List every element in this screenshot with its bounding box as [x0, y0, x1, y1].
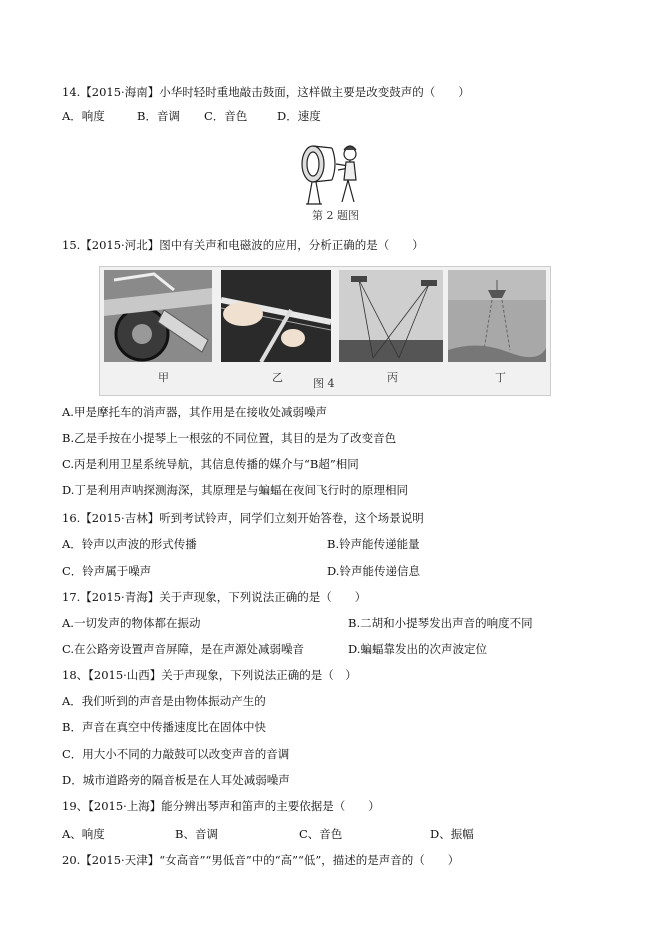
q19-option-d: D、振幅 — [430, 827, 474, 841]
q14-option-a: A．响度 — [62, 109, 105, 123]
satellite-navigation-image — [339, 270, 443, 362]
q14-option-b: B．音调 — [137, 109, 180, 123]
q15-option-b: B.乙是手按在小提琴上一根弦的不同位置，其目的是为了改变音色 — [62, 431, 397, 445]
q18-option-d: D．城市道路旁的隔音板是在人耳处减弱噪声 — [62, 773, 290, 787]
q14-figure-caption: 第 2 题图 — [312, 209, 359, 222]
q19-option-b: B、音调 — [175, 827, 218, 841]
q16-option-c: C．铃声属于噪声 — [62, 564, 152, 578]
q17-stem: 17.【2015·青海】关于声现象，下列说法正确的是（ ） — [62, 590, 367, 604]
q14-stem: 14.【2015·海南】小华时轻时重地敲击鼓面，这样做主要是改变鼓声的（ ） — [62, 85, 470, 99]
q19-option-c: C、音色 — [299, 827, 343, 841]
q14-option-d: D．速度 — [277, 109, 321, 123]
q15-option-d: D.丁是利用声呐探测海深，其原理是与蝙蝠在夜间飞行时的原理相同 — [62, 483, 408, 497]
q16-option-d: D.铃声能传递信息 — [327, 564, 420, 578]
q15-figure-caption: 图 4 — [313, 377, 335, 390]
motorcycle-muffler-image — [104, 270, 212, 362]
q16-option-b: B.铃声能传递能量 — [327, 537, 420, 551]
q16-stem: 16.【2015·吉林】听到考试铃声，同学们立刻开始答卷，这个场景说明 — [62, 511, 424, 525]
q14-option-c: C．音色 — [204, 109, 248, 123]
panel-label-bing: 丙 — [387, 371, 398, 384]
q18-stem: 18、【2015·山西】关于声现象，下列说法正确的是（ ） — [62, 668, 357, 682]
panel-label-jia: 甲 — [158, 371, 169, 384]
q20-stem: 20.【2015·天津】“女高音”“男低音”中的“高”“低”，描述的是声音的（ ） — [62, 853, 460, 867]
drum-figure — [298, 140, 368, 206]
q19-option-a: A、响度 — [62, 827, 105, 841]
q18-option-b: B．声音在真空中传播速度比在固体中快 — [62, 720, 266, 734]
violin-image — [221, 270, 331, 362]
q18-option-c: C．用大小不同的力敲鼓可以改变声音的音调 — [62, 747, 290, 761]
q15-figure — [99, 266, 551, 396]
q19-stem: 19、【2015·上海】能分辨出琴声和笛声的主要依据是（ ） — [62, 799, 380, 813]
q15-option-a: A.甲是摩托车的消声器，其作用是在接收处减弱噪声 — [62, 405, 327, 419]
panel-label-ding: 丁 — [495, 371, 506, 384]
q16-option-a: A．铃声以声波的形式传播 — [62, 537, 197, 551]
q15-option-c: C.丙是利用卫星系统导航，其信息传播的媒介与“B超”相同 — [62, 457, 359, 471]
panel-label-yi: 乙 — [272, 371, 283, 384]
q15-stem: 15.【2015·河北】图中有关声和电磁波的应用，分析正确的是（ ） — [62, 238, 424, 252]
q18-option-a: A．我们听到的声音是由物体振动产生的 — [62, 694, 266, 708]
q17-option-a: A.一切发声的物体都在振动 — [62, 616, 201, 630]
sonar-ship-image — [448, 270, 546, 362]
q17-option-d: D.蝙蝠靠发出的次声波定位 — [348, 642, 487, 656]
q17-option-b: B.二胡和小提琴发出声音的响度不同 — [348, 616, 533, 630]
q17-option-c: C.在公路旁设置声音屏障，是在声源处减弱噪音 — [62, 642, 305, 656]
